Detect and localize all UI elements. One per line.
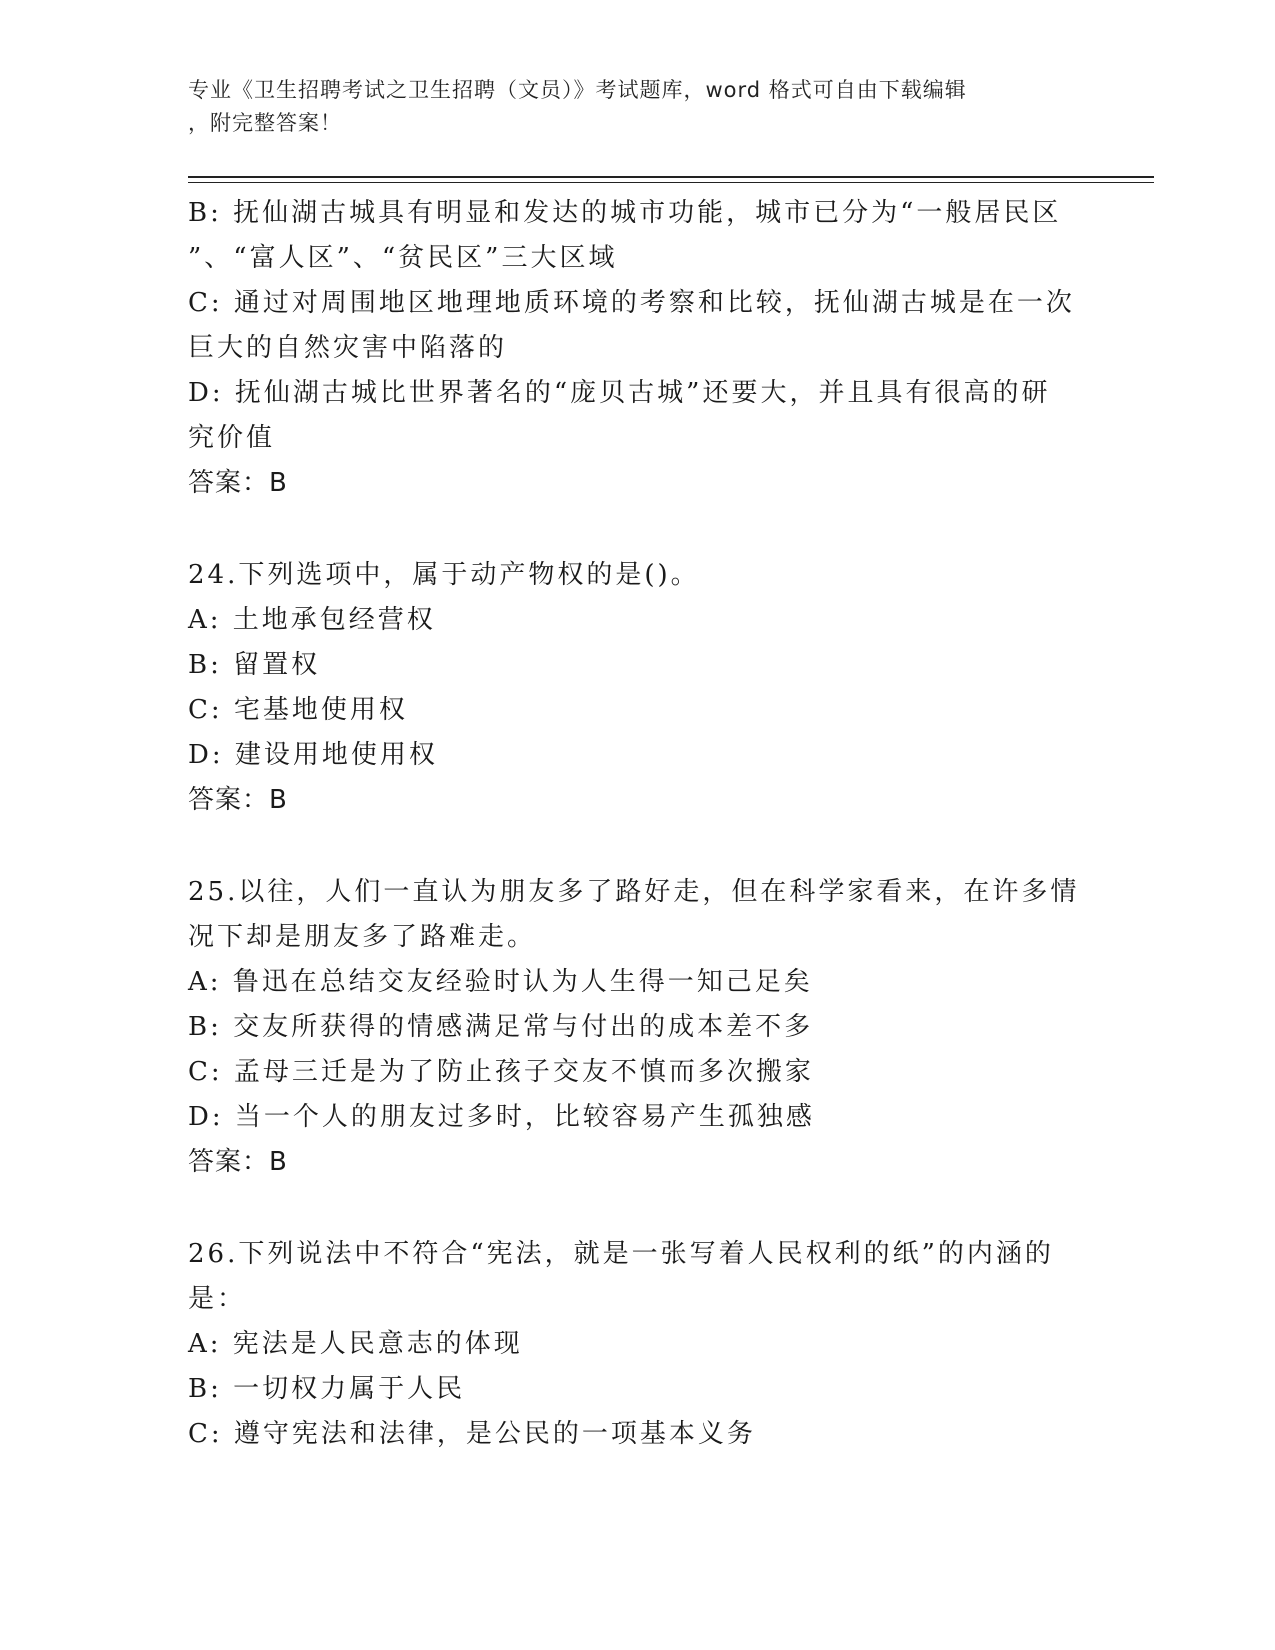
q25-question-line-2: 况下却是朋友多了路难走。	[188, 922, 537, 952]
question-25	[188, 870, 1088, 1185]
q26-option-b: B: 一切权力属于人民	[188, 1374, 466, 1404]
q24-option-c: C: 宅基地使用权	[188, 695, 408, 725]
q23-option-d-line-1: D: 抚仙湖古城比世界著名的“庞贝古城”还要大，并且具有很高的研	[188, 378, 1051, 408]
q26-option-c: C: 遵守宪法和法律，是公民的一项基本义务	[188, 1419, 756, 1449]
q23-answer: 答案：B	[188, 468, 288, 498]
header-divider-thin	[188, 182, 1154, 183]
spacer	[188, 506, 1088, 553]
q25-option-a: A: 鲁迅在总结交友经验时认为人生得一知己足矣	[188, 967, 813, 997]
question-23	[188, 191, 1088, 506]
header-line-1: 专业《卫生招聘考试之卫生招聘（文员）》考试题库，word 格式可自由下载编辑	[188, 78, 967, 102]
q25-option-b: B: 交友所获得的情感满足常与付出的成本差不多	[188, 1012, 814, 1042]
q26-question-line-2: 是：	[188, 1284, 247, 1314]
q25-answer: 答案：B	[188, 1147, 288, 1177]
q25-question-line-1: 25.以往，人们一直认为朋友多了路好走，但在科学家看来，在许多情	[188, 877, 1080, 907]
q23-option-d-line-2: 究价值	[188, 423, 276, 453]
question-content	[188, 191, 1088, 1457]
q24-question: 24.下列选项中，属于动产物权的是()。	[188, 560, 700, 590]
q25-option-d: D: 当一个人的朋友过多时，比较容易产生孤独感	[188, 1102, 815, 1132]
q26-option-a: A: 宪法是人民意志的体现	[188, 1329, 523, 1359]
q24-option-b: B: 留置权	[188, 650, 321, 680]
document-header	[188, 74, 1068, 140]
q26-question-line-1: 26.下列说法中不符合“宪法，就是一张写着人民权利的纸”的内涵的	[188, 1239, 1054, 1269]
q24-option-d: D: 建设用地使用权	[188, 740, 438, 770]
q23-option-b-line-2: ”、“富人区”、“贫民区”三大区域	[188, 243, 618, 273]
q23-option-b-line-1: B: 抚仙湖古城具有明显和发达的城市功能，城市已分为“一般居民区	[188, 198, 1062, 228]
spacer	[188, 1185, 1088, 1232]
q24-option-a: A: 土地承包经营权	[188, 605, 436, 635]
header-divider-thick	[188, 176, 1154, 178]
q25-option-c: C: 孟母三迁是为了防止孩子交友不慎而多次搬家	[188, 1057, 814, 1087]
q24-answer: 答案：B	[188, 785, 288, 815]
q23-option-c-line-2: 巨大的自然灾害中陷落的	[188, 333, 508, 363]
header-line-2: ，附完整答案！	[188, 111, 342, 135]
question-24	[188, 553, 1088, 823]
q23-option-c-line-1: C: 通过对周围地区地理地质环境的考察和比较，抚仙湖古城是在一次	[188, 288, 1075, 318]
spacer	[188, 823, 1088, 870]
question-26	[188, 1232, 1088, 1457]
